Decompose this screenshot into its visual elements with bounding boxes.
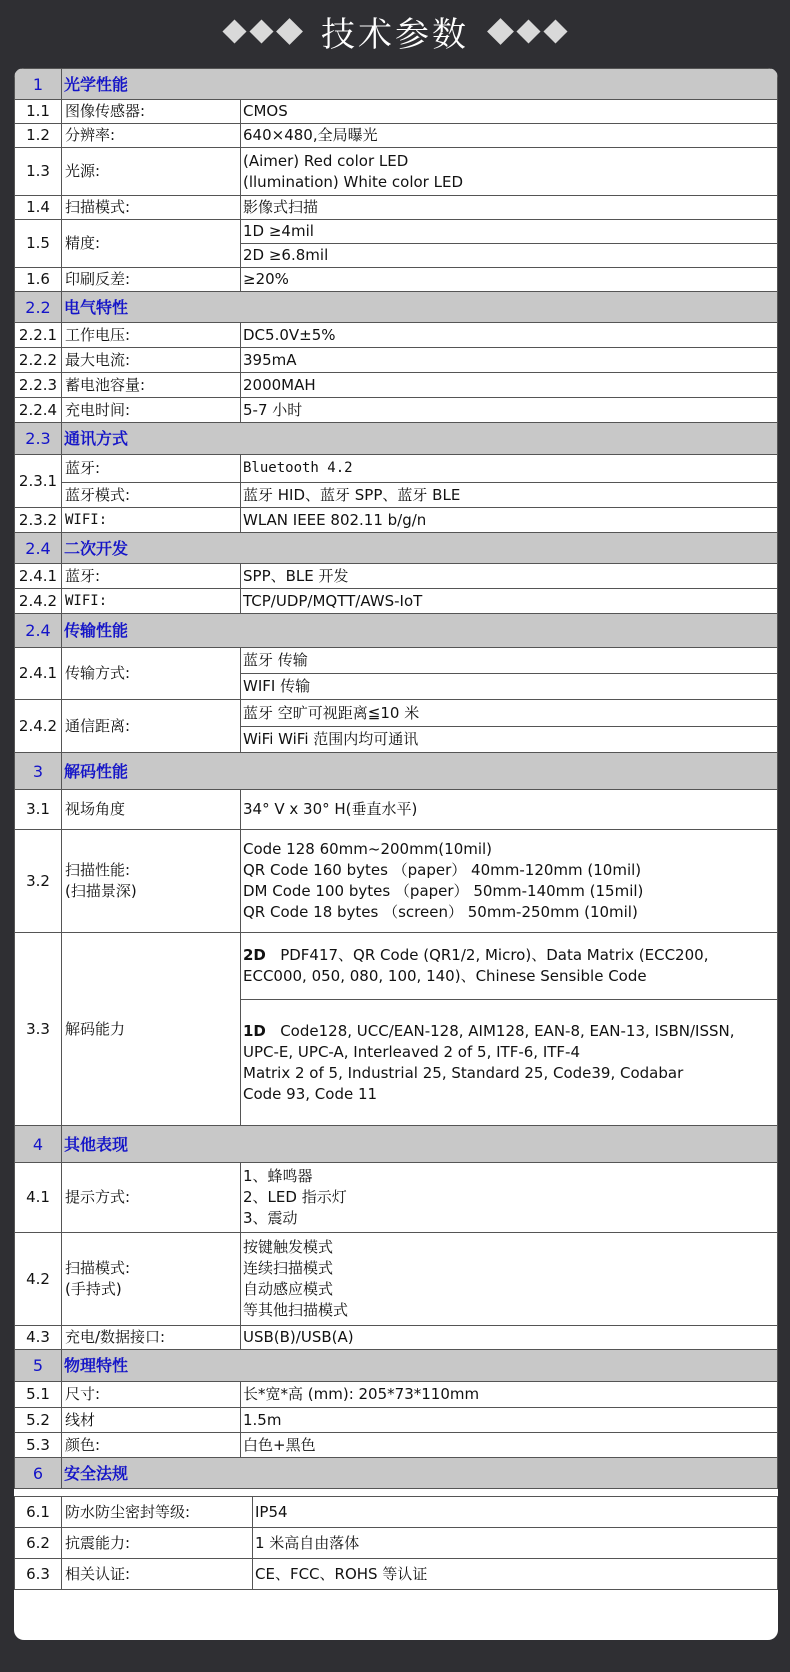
section-header-transmission: 2.4 传输性能 (15, 614, 778, 648)
section-header-safety: 6 安全法规 (15, 1458, 778, 1489)
diamond-icon (543, 19, 567, 43)
table-row: 2.2.1 工作电压: DC5.0V±5% (15, 323, 778, 348)
table-row: 2D ≥6.8mil (15, 244, 778, 268)
left-diamond-ornament (226, 22, 299, 41)
table-row: 2.4.2 通信距离: 蓝牙 空旷可视距离≦10 米 (15, 700, 778, 727)
table-row: 2.2.2 最大电流: 395mA (15, 348, 778, 373)
safety-table (14, 1496, 778, 1590)
table-row: 4.2 扫描模式: (手持式) 按键触发模式 连续扫描模式 自动感应模式 等其他扫描模式 (15, 1233, 778, 1326)
table-row: 6.1 防水防尘密封等级: IP54 (15, 1497, 778, 1528)
table-row: 3.2 扫描性能: (扫描景深) Code 128 60mm~200mm(10mil) QR Code 160 bytes （paper） 40mm-120mm (10mil) DM Code 100 bytes （paper） 50mm-140mm (15mil) QR Code 18 bytes （screen） 50mm-250mm (10mil) (15, 830, 778, 933)
table-row: 6.3 相关认证: CE、FCC、ROHS 等认证 (15, 1559, 778, 1590)
spec-panel (14, 68, 778, 1640)
table-row: 5.2 线材 1.5m (15, 1408, 778, 1433)
diamond-icon (276, 18, 303, 45)
table-row: 1.1 图像传感器: CMOS (15, 100, 778, 124)
diamond-icon (487, 18, 514, 45)
table-row: 5.3 颜色: 白色+黑色 (15, 1433, 778, 1458)
table-row: 1.5 精度: 1D ≥4mil (15, 220, 778, 244)
table-row: WiFi WiFi 范围内均可通讯 (15, 727, 778, 753)
table-row: 2.4.1 蓝牙: SPP、BLE 开发 (15, 564, 778, 589)
table-row: 6.2 抗震能力: 1 米高自由落体 (15, 1528, 778, 1559)
table-row: 1.4 扫描模式: 影像式扫描 (15, 196, 778, 220)
table-row: 2.2.3 蓄电池容量: 2000MAH (15, 373, 778, 398)
section-header-physical: 5 物理特性 (15, 1350, 778, 1382)
table-row: 1.2 分辨率: 640×480,全局曝光 (15, 124, 778, 148)
page-header (0, 0, 790, 62)
section-header-other: 4 其他表现 (15, 1126, 778, 1163)
diamond-icon (516, 19, 540, 43)
section-header-communication: 2.3 通讯方式 (15, 423, 778, 455)
right-diamond-ornament (491, 22, 564, 41)
section-header-electrical: 2.2 电气特性 (15, 292, 778, 323)
table-row: 1D Code128, UCC/EAN-128, AIM128, EAN-8, EAN-13, ISBN/ISSN, UPC-E, UPC-A, Interleaved 2 of 5, ITF-6, ITF-4 Matrix 2 of 5, Industrial 25, Standard 25, Code39, Codabar Code 93, Code 11 (15, 1000, 778, 1126)
table-row: 2.4.2 WIFI: TCP/UDP/MQTT/AWS-IoT (15, 589, 778, 614)
table-row: 5.1 尺寸: 长*宽*高 (mm): 205*73*110mm (15, 1382, 778, 1408)
diamond-icon (222, 19, 246, 43)
table-row: 4.1 提示方式: 1、蜂鸣器 2、LED 指示灯 3、震动 (15, 1163, 778, 1233)
table-row: 3.1 视场角度 34° V x 30° H(垂直水平) (15, 790, 778, 830)
table-row: 2.3.1 蓝牙: Bluetooth 4.2 (15, 455, 778, 483)
table-row: 1.3 光源: (Aimer) Red color LED (llumination) White color LED (15, 148, 778, 196)
section-header-optical: 1 光学性能 (15, 69, 778, 100)
table-row: 2.2.4 充电时间: 5-7 小时 (15, 398, 778, 423)
table-row: 1.6 印刷反差: ≥20% (15, 268, 778, 292)
table-row: 2.4.1 传输方式: 蓝牙 传输 (15, 648, 778, 674)
spec-table (14, 68, 778, 1489)
section-header-development: 2.4 二次开发 (15, 533, 778, 564)
table-row: 2.3.2 WIFI: WLAN IEEE 802.11 b/g/n (15, 508, 778, 533)
table-row: 蓝牙模式: 蓝牙 HID、蓝牙 SPP、蓝牙 BLE (15, 483, 778, 508)
diamond-icon (249, 19, 273, 43)
page-title: 技术参数 (321, 14, 469, 55)
section-header-decoding: 3 解码性能 (15, 753, 778, 790)
table-row: 3.3 解码能力 2D PDF417、QR Code (QR1/2, Micro)、Data Matrix (ECC200, ECC000, 050, 080, 100, 140)、Chinese Sensible Code (15, 933, 778, 1000)
table-row: WIFI 传输 (15, 674, 778, 700)
table-row: 4.3 充电/数据接口: USB(B)/USB(A) (15, 1326, 778, 1350)
